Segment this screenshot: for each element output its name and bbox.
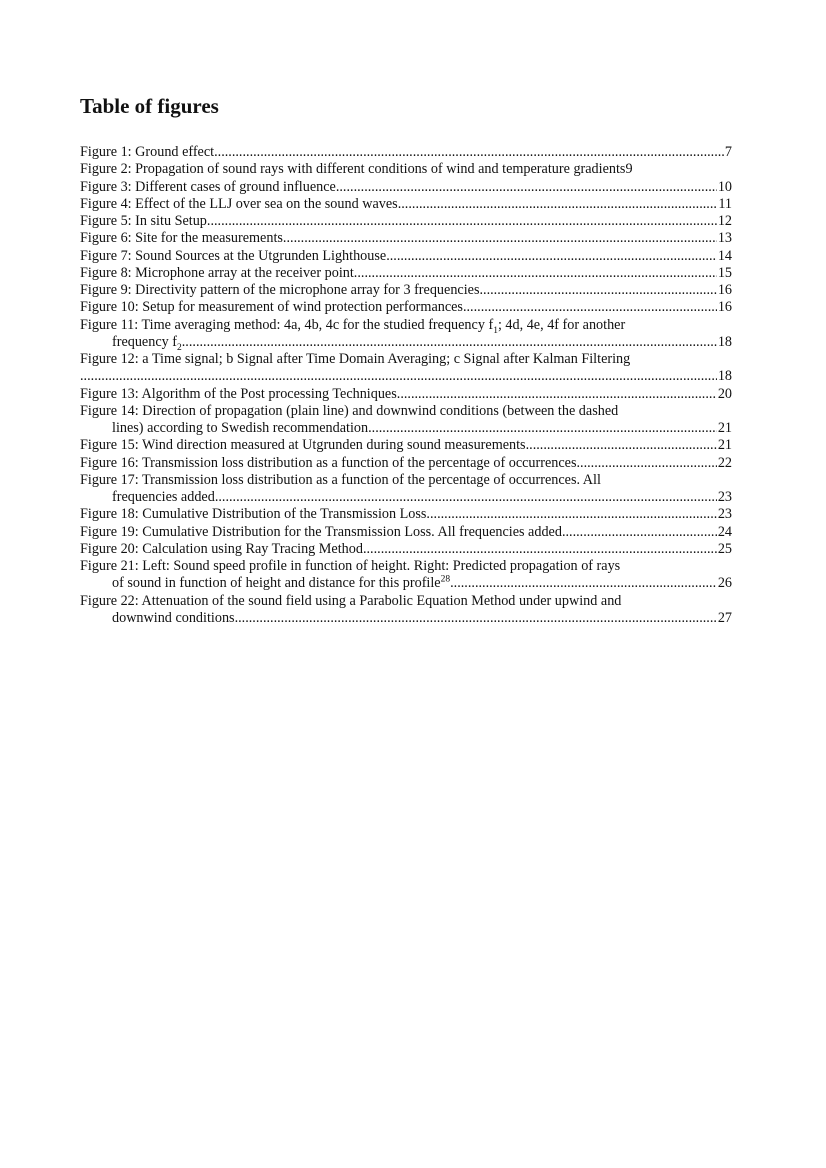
toc-entry-figure-5[interactable] [80, 213, 732, 230]
toc-entry-figure-11[interactable] [80, 317, 732, 352]
toc-entry-page: 9 [625, 161, 633, 178]
toc-entry-label: Figure 2: Propagation of sound rays with different conditions of wind and temperature gradients [80, 161, 626, 178]
toc-entry-figure-14[interactable] [80, 403, 732, 438]
toc-entry-figure-6[interactable] [80, 230, 732, 247]
toc-entry-page: 16 [717, 282, 732, 298]
dot-leader [386, 248, 717, 265]
toc-entry-page: 23 [717, 489, 732, 505]
toc-entry-label: Figure 7: Sound Sources at the Utgrunden Lighthouse [80, 247, 387, 264]
dot-leader [215, 489, 717, 506]
toc-entry-figure-12[interactable] [80, 351, 732, 386]
toc-entry-label-line-2: frequency $f_2$ [112, 333, 182, 353]
dot-leader [450, 575, 717, 592]
dot-leader [398, 196, 718, 213]
toc-entry-page: 16 [717, 299, 732, 316]
toc-entry-page: 25 [717, 540, 732, 557]
toc-entry-page: 13 [717, 230, 732, 247]
toc-entry-page: 26 [717, 575, 732, 592]
toc-entry-label-line-1: Figure 17: Transmission loss distribution as a function of the percentage of occurrences. All [80, 471, 601, 488]
toc-entry-label: Figure 10: Setup for measurement of wind protection performances [80, 299, 463, 316]
toc-entry-label: Figure 3: Different cases of ground influence. [80, 178, 340, 195]
toc-entry-figure-7[interactable] [80, 248, 732, 265]
toc-entry-page: 20 [717, 385, 732, 402]
toc-entry-figure-2[interactable] [80, 161, 732, 178]
dot-leader [463, 299, 717, 316]
toc-entry-figure-8[interactable] [80, 265, 732, 282]
toc-entry-page: 15 [717, 264, 732, 281]
toc-entry-label: Figure 6: Site for the measurements [80, 230, 283, 247]
toc-entry-figure-20[interactable] [80, 541, 732, 558]
toc-entry-label: Figure 1: Ground effect [80, 144, 215, 160]
toc-entry-page: 12 [717, 213, 732, 229]
toc-entry-label-line-2: frequencies added [112, 489, 215, 505]
toc-entry-label: Figure 5: In situ Setup [80, 213, 207, 229]
dot-leader [430, 506, 717, 523]
dot-leader [562, 524, 717, 541]
dot-leader [526, 437, 717, 454]
toc-entry-page: 21 [717, 437, 732, 454]
toc-entry-page: 27 [717, 609, 732, 626]
dot-leader [214, 144, 724, 161]
toc-entry-figure-18[interactable] [80, 506, 732, 523]
toc-entry-figure-15[interactable] [80, 437, 732, 454]
toc-entry-page: 18 [717, 333, 732, 350]
toc-entry-page: 11 [718, 195, 732, 212]
page-title: Table of figures [80, 94, 219, 118]
toc-entry-page: 23 [717, 506, 732, 523]
dot-leader [479, 282, 716, 299]
toc-entry-figure-22[interactable] [80, 593, 732, 628]
dot-leader [283, 230, 717, 247]
dot-leader [339, 179, 716, 196]
dot-leader [354, 265, 717, 282]
toc-entry-label: Figure 13: Algorithm of the Post processing Techniques [80, 385, 397, 402]
toc-entry-label: Figure 18: Cumulative Distribution of the Transmission Loss. [80, 506, 430, 523]
toc-entry-page: 7 [724, 144, 732, 160]
toc-entry-label: Figure 9: Directivity pattern of the microphone array for 3 frequencies [80, 282, 480, 298]
toc-entry-page: 24 [717, 523, 732, 540]
toc-entry-figure-1[interactable] [80, 144, 732, 161]
toc-entry-label-line-2: of sound in function of height and distance for this profile$^{28}$ [112, 574, 451, 592]
toc-entry-page: 21 [717, 420, 732, 436]
toc-entry-label-line-1: Figure 12: a Time signal; b Signal after Time Domain Averaging; c Signal after Kalman Filtering [80, 351, 631, 367]
toc-entry-label-line-1: Figure 11: Time averaging method: 4a, 4b, 4c for the studied frequency $f_1$; 4d, 4e, 4f for another [80, 316, 626, 336]
toc-entry-figure-19[interactable] [80, 524, 732, 541]
dot-leader [182, 334, 717, 351]
table-of-figures-list [80, 144, 732, 627]
dot-leader [372, 420, 717, 437]
toc-entry-label: Figure 15: Wind direction measured at Utgrunden during sound measurements [80, 437, 526, 454]
toc-entry-label: Figure 16: Transmission loss distribution as a function of the percentage of occurrences [80, 454, 577, 471]
toc-entry-label: Figure 20: Calculation using Ray Tracing Method [80, 540, 363, 557]
dot-leader [235, 610, 717, 627]
dot-leader [397, 386, 717, 403]
dot-leader [576, 455, 716, 472]
toc-entry-page: 14 [717, 247, 732, 264]
toc-entry-figure-17[interactable] [80, 472, 732, 507]
toc-entry-label: Figure 19: Cumulative Distribution for the Transmission Loss. All frequencies added [80, 523, 562, 540]
dot-leader [363, 541, 717, 558]
toc-entry-page: 10 [717, 178, 732, 195]
footnote-reference[interactable]: 28 [440, 574, 451, 585]
toc-entry-figure-21[interactable] [80, 558, 732, 593]
toc-entry-label-line-2: lines) according to Swedish recommendation. [112, 420, 372, 436]
toc-entry-label-line-1: Figure 21: Left: Sound speed profile in function of height. Right: Predicted propagation of rays [80, 558, 621, 574]
toc-entry-label-line-1: Figure 22: Attenuation of the sound field using a Parabolic Equation Method under upwind and [80, 592, 622, 609]
toc-entry-label: Figure 4: Effect of the LLJ over sea on the sound waves [80, 195, 398, 212]
toc-entry-figure-13[interactable] [80, 386, 732, 403]
dot-leader [80, 368, 717, 385]
toc-entry-label-line-2: downwind conditions [112, 609, 235, 626]
toc-entry-page: 18 [717, 368, 732, 385]
toc-entry-page: 22 [717, 454, 732, 471]
toc-entry-figure-10[interactable] [80, 299, 732, 316]
toc-entry-figure-3[interactable] [80, 179, 732, 196]
dot-leader [207, 213, 717, 230]
toc-entry-label: Figure 8: Microphone array at the receiver point [80, 264, 354, 281]
toc-entry-figure-16[interactable] [80, 455, 732, 472]
toc-entry-figure-4[interactable] [80, 196, 732, 213]
toc-entry-figure-9[interactable] [80, 282, 732, 299]
toc-entry-label-line-1: Figure 14: Direction of propagation (plain line) and downwind conditions (between the dashed [80, 402, 619, 419]
